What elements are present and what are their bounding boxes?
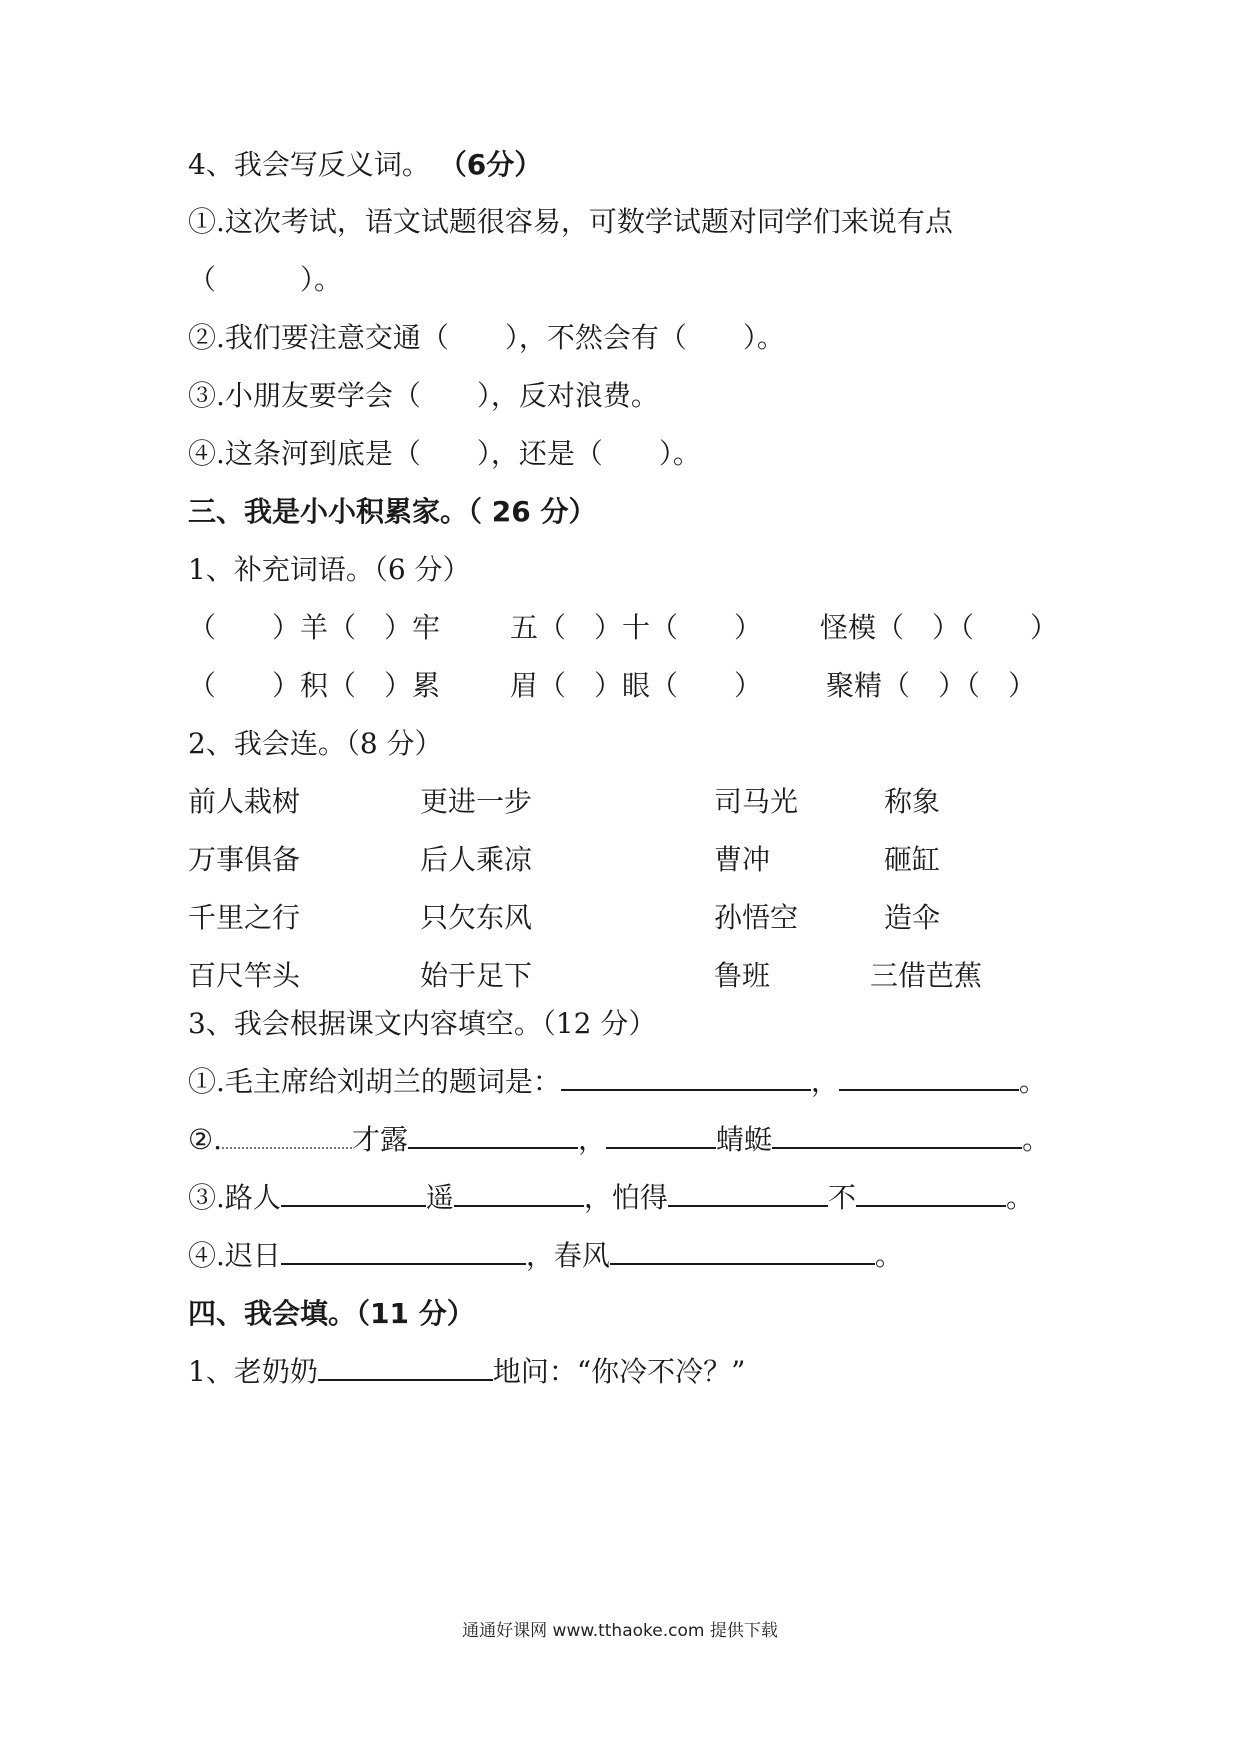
section3-title: 三、我是小小积累家。（ 26 分）	[188, 495, 597, 528]
q4-title	[188, 145, 542, 185]
match-story-4: 三借芭蕉	[870, 959, 983, 992]
answer-blank[interactable]	[561, 1063, 811, 1091]
idiom-4: （ ）积（ ）累	[188, 669, 441, 702]
answer-blank[interactable]	[318, 1353, 493, 1381]
fill-4-sep: ，春风	[525, 1239, 610, 1272]
fill-line-2	[188, 1120, 1050, 1160]
match-person-1: 司马光	[714, 785, 799, 818]
answer-blank[interactable]	[610, 1237, 875, 1265]
fill-line-4	[188, 1236, 903, 1276]
section4-title: 四、我会填。（11 分）	[188, 1297, 475, 1330]
match-story-3: 造伞	[884, 901, 941, 934]
q4-score: （6分）	[438, 148, 543, 181]
s3-part3-title: 3、我会根据课文内容填空。（12 分）	[188, 1007, 657, 1040]
match-left-1: 前人栽树	[188, 785, 301, 818]
answer-blank[interactable]	[668, 1179, 828, 1207]
fill-2-b: 蜻蜓	[716, 1123, 773, 1156]
fill-2-sep: ，	[578, 1123, 607, 1156]
match-left-3: 千里之行	[188, 901, 301, 934]
fill-1-end: 。	[1018, 1065, 1047, 1098]
match-story-2: 砸缸	[884, 843, 941, 876]
fill-3-b: 不	[827, 1181, 856, 1214]
match-right-4: 始于足下	[420, 959, 533, 992]
answer-blank[interactable]	[281, 1237, 526, 1265]
idiom-3: 怪模（ ）（ ）	[820, 611, 1059, 644]
s3-part2-title: 2、我会连。（8 分）	[188, 727, 443, 760]
fill-2-a: 才露	[352, 1123, 409, 1156]
match-person-4: 鲁班	[714, 959, 771, 992]
fill-3-prefix: ③.路人	[188, 1181, 281, 1214]
q4-item-3: ③.小朋友要学会（ ），反对浪费。	[188, 379, 659, 412]
answer-blank[interactable]	[408, 1121, 578, 1149]
fill-1-sep: ，	[810, 1065, 839, 1098]
fill-2-end: 。	[1022, 1123, 1051, 1156]
fill-line-3	[188, 1178, 1034, 1218]
idiom-6: 聚精（ ）（ ）	[826, 669, 1037, 702]
match-right-2: 后人乘凉	[420, 843, 533, 876]
fill-4-end: 。	[874, 1239, 903, 1272]
match-right-1: 更进一步	[420, 785, 533, 818]
fill-4-prefix: ④.迟日	[188, 1239, 281, 1272]
q4-title-text: 4、我会写反义词。	[188, 148, 430, 181]
answer-blank[interactable]	[839, 1063, 1019, 1091]
fill-1-prefix: ①.毛主席给刘胡兰的题词是：	[188, 1065, 561, 1098]
s4-q1-suffix: 地问：“你冷不冷？”	[492, 1355, 746, 1388]
answer-blank[interactable]	[772, 1121, 1022, 1149]
match-person-2: 曹冲	[714, 843, 771, 876]
s4-q1	[188, 1352, 745, 1392]
answer-blank[interactable]	[606, 1121, 716, 1149]
idiom-2: 五（ ）十（ ）	[510, 611, 763, 644]
match-left-4: 百尺竿头	[188, 959, 301, 992]
answer-blank[interactable]	[281, 1179, 426, 1207]
match-person-3: 孙悟空	[714, 901, 799, 934]
s3-part1-title: 1、补充词语。（6 分）	[188, 553, 471, 586]
idiom-1: （ ）羊（ ）牢	[188, 611, 441, 644]
answer-blank[interactable]	[222, 1121, 352, 1149]
page-footer: 通通好课网 www.tthaoke.com 提供下载	[462, 1621, 778, 1641]
fill-3-sep: ，怕得	[583, 1181, 668, 1214]
fill-2-prefix: ②.	[188, 1123, 223, 1156]
match-right-3: 只欠东风	[420, 901, 533, 934]
fill-3-end: 。	[1005, 1181, 1034, 1214]
answer-blank[interactable]	[856, 1179, 1006, 1207]
q4-item-1-cont: （ ）。	[188, 263, 343, 296]
answer-blank[interactable]	[454, 1179, 584, 1207]
q4-item-2: ②.我们要注意交通（ ），不然会有（ ）。	[188, 321, 785, 354]
q4-item-4: ④.这条河到底是（ ），还是（ ）。	[188, 437, 701, 470]
match-story-1: 称象	[884, 785, 941, 818]
fill-line-1	[188, 1062, 1047, 1102]
idiom-5: 眉（ ）眼（ ）	[510, 669, 763, 702]
s4-q1-prefix: 1、老奶奶	[188, 1355, 318, 1388]
q4-item-1: ①.这次考试，语文试题很容易，可数学试题对同学们来说有点	[188, 205, 953, 238]
fill-3-a: 遥	[425, 1181, 454, 1214]
match-left-2: 万事俱备	[188, 843, 301, 876]
